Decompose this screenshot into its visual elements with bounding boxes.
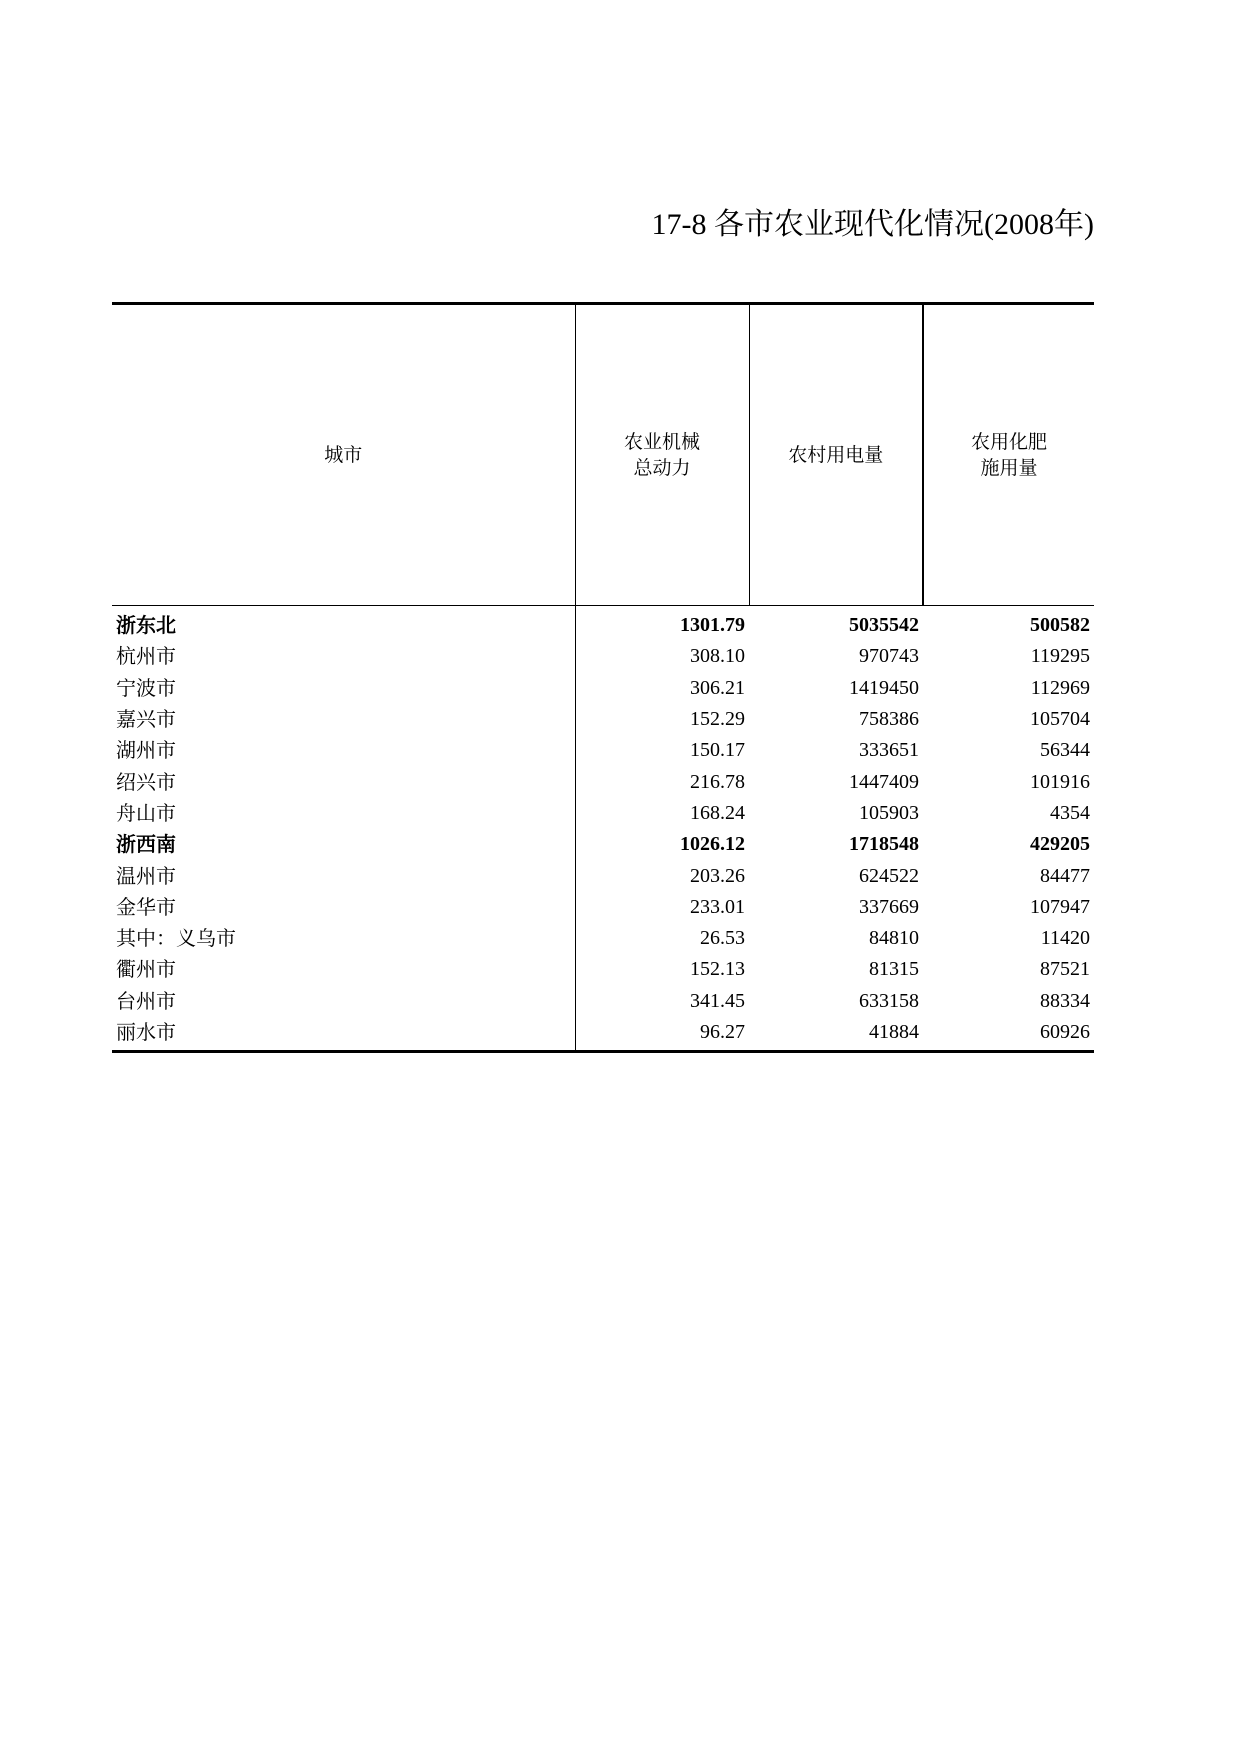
column-header-electricity bbox=[749, 304, 923, 606]
fertilizer-cell: 105704 bbox=[1030, 708, 1090, 731]
machinery-cell: 152.29 bbox=[575, 704, 749, 735]
fertilizer-cell: 429205 bbox=[1030, 833, 1090, 856]
city-cell: 台州市 bbox=[116, 988, 176, 1013]
column-header-machinery-line1: 农业机械 bbox=[623, 431, 700, 453]
fertilizer-cell: 60926 bbox=[1040, 1021, 1090, 1043]
city-cell: 温州市 bbox=[116, 863, 176, 888]
column-header-fertilizer-line2: 施用量 bbox=[980, 457, 1038, 479]
city-cell: 杭州市 bbox=[116, 644, 176, 669]
city-cell: 丽水市 bbox=[116, 1020, 176, 1044]
fertilizer-cell: 112969 bbox=[1030, 676, 1090, 699]
table-row-group bbox=[112, 606, 1094, 642]
table-row-group bbox=[112, 829, 1094, 860]
electricity-cell: 758386 bbox=[859, 708, 919, 731]
electricity-cell: 1419450 bbox=[849, 676, 919, 699]
agri-modernization-table bbox=[112, 302, 1094, 1053]
table-header bbox=[112, 304, 1094, 606]
column-header-machinery-line2: 总动力 bbox=[633, 457, 691, 479]
electricity-cell: 81315 bbox=[869, 958, 919, 981]
column-header-city bbox=[112, 304, 575, 606]
column-header-fertilizer-line1: 农用化肥 bbox=[970, 431, 1047, 453]
electricity-cell: 1718548 bbox=[849, 833, 919, 856]
electricity-cell: 1447409 bbox=[849, 770, 919, 793]
table-row bbox=[112, 798, 1094, 829]
machinery-cell: 306.21 bbox=[575, 673, 749, 704]
table-row bbox=[112, 1017, 1094, 1052]
city-cell: 浙西南 bbox=[116, 832, 176, 857]
fertilizer-cell: 11420 bbox=[1040, 927, 1090, 950]
fertilizer-cell: 84477 bbox=[1040, 864, 1090, 887]
column-header-electricity-label: 农村用电量 bbox=[788, 444, 884, 466]
page-title: 17-8 各市农业现代化情况(2008年) bbox=[651, 208, 1094, 241]
table-row bbox=[112, 892, 1094, 923]
city-cell: 舟山市 bbox=[116, 800, 176, 825]
column-header-machinery bbox=[575, 304, 749, 606]
machinery-cell: 152.13 bbox=[575, 954, 749, 985]
machinery-cell: 308.10 bbox=[575, 641, 749, 672]
city-cell: 金华市 bbox=[116, 894, 176, 919]
machinery-cell: 150.17 bbox=[575, 735, 749, 766]
table-row bbox=[112, 641, 1094, 672]
city-cell: 衢州市 bbox=[116, 957, 176, 982]
machinery-cell: 216.78 bbox=[575, 766, 749, 797]
city-cell: 浙东北 bbox=[116, 613, 176, 638]
electricity-cell: 41884 bbox=[869, 1021, 919, 1043]
machinery-cell: 1026.12 bbox=[575, 829, 749, 860]
electricity-cell: 5035542 bbox=[849, 614, 919, 637]
electricity-cell: 624522 bbox=[859, 864, 919, 887]
fertilizer-cell: 107947 bbox=[1030, 895, 1090, 918]
machinery-cell: 233.01 bbox=[575, 892, 749, 923]
city-cell: 绍兴市 bbox=[116, 769, 176, 794]
column-header-city-label: 城市 bbox=[324, 444, 363, 466]
electricity-cell: 105903 bbox=[859, 801, 919, 824]
table-row bbox=[112, 923, 1094, 954]
table-row bbox=[112, 986, 1094, 1017]
machinery-cell: 26.53 bbox=[575, 923, 749, 954]
electricity-cell: 333651 bbox=[859, 739, 919, 762]
machinery-cell: 341.45 bbox=[575, 986, 749, 1017]
table-row bbox=[112, 673, 1094, 704]
machinery-cell: 168.24 bbox=[575, 798, 749, 829]
electricity-cell: 84810 bbox=[869, 927, 919, 950]
machinery-cell: 1301.79 bbox=[575, 606, 749, 642]
city-cell: 其中：义乌市 bbox=[116, 926, 236, 951]
electricity-cell: 970743 bbox=[859, 645, 919, 668]
machinery-cell: 96.27 bbox=[575, 1017, 749, 1052]
machinery-cell: 203.26 bbox=[575, 860, 749, 891]
table-body bbox=[112, 606, 1094, 1052]
table-row bbox=[112, 735, 1094, 766]
city-cell: 宁波市 bbox=[116, 675, 176, 700]
table-row bbox=[112, 766, 1094, 797]
header-row bbox=[112, 304, 1094, 606]
fertilizer-cell: 119295 bbox=[1030, 645, 1090, 668]
electricity-cell: 633158 bbox=[859, 989, 919, 1012]
fertilizer-cell: 88334 bbox=[1040, 989, 1090, 1012]
table-row bbox=[112, 860, 1094, 891]
fertilizer-cell: 500582 bbox=[1030, 614, 1090, 637]
table-row bbox=[112, 704, 1094, 735]
table-row bbox=[112, 954, 1094, 985]
electricity-cell: 337669 bbox=[859, 895, 919, 918]
fertilizer-cell: 87521 bbox=[1040, 958, 1090, 981]
city-cell: 嘉兴市 bbox=[116, 707, 176, 732]
column-header-fertilizer bbox=[923, 304, 1094, 606]
fertilizer-cell: 101916 bbox=[1030, 770, 1090, 793]
fertilizer-cell: 56344 bbox=[1040, 739, 1090, 762]
city-cell: 湖州市 bbox=[116, 738, 176, 763]
fertilizer-cell: 4354 bbox=[1050, 801, 1090, 824]
